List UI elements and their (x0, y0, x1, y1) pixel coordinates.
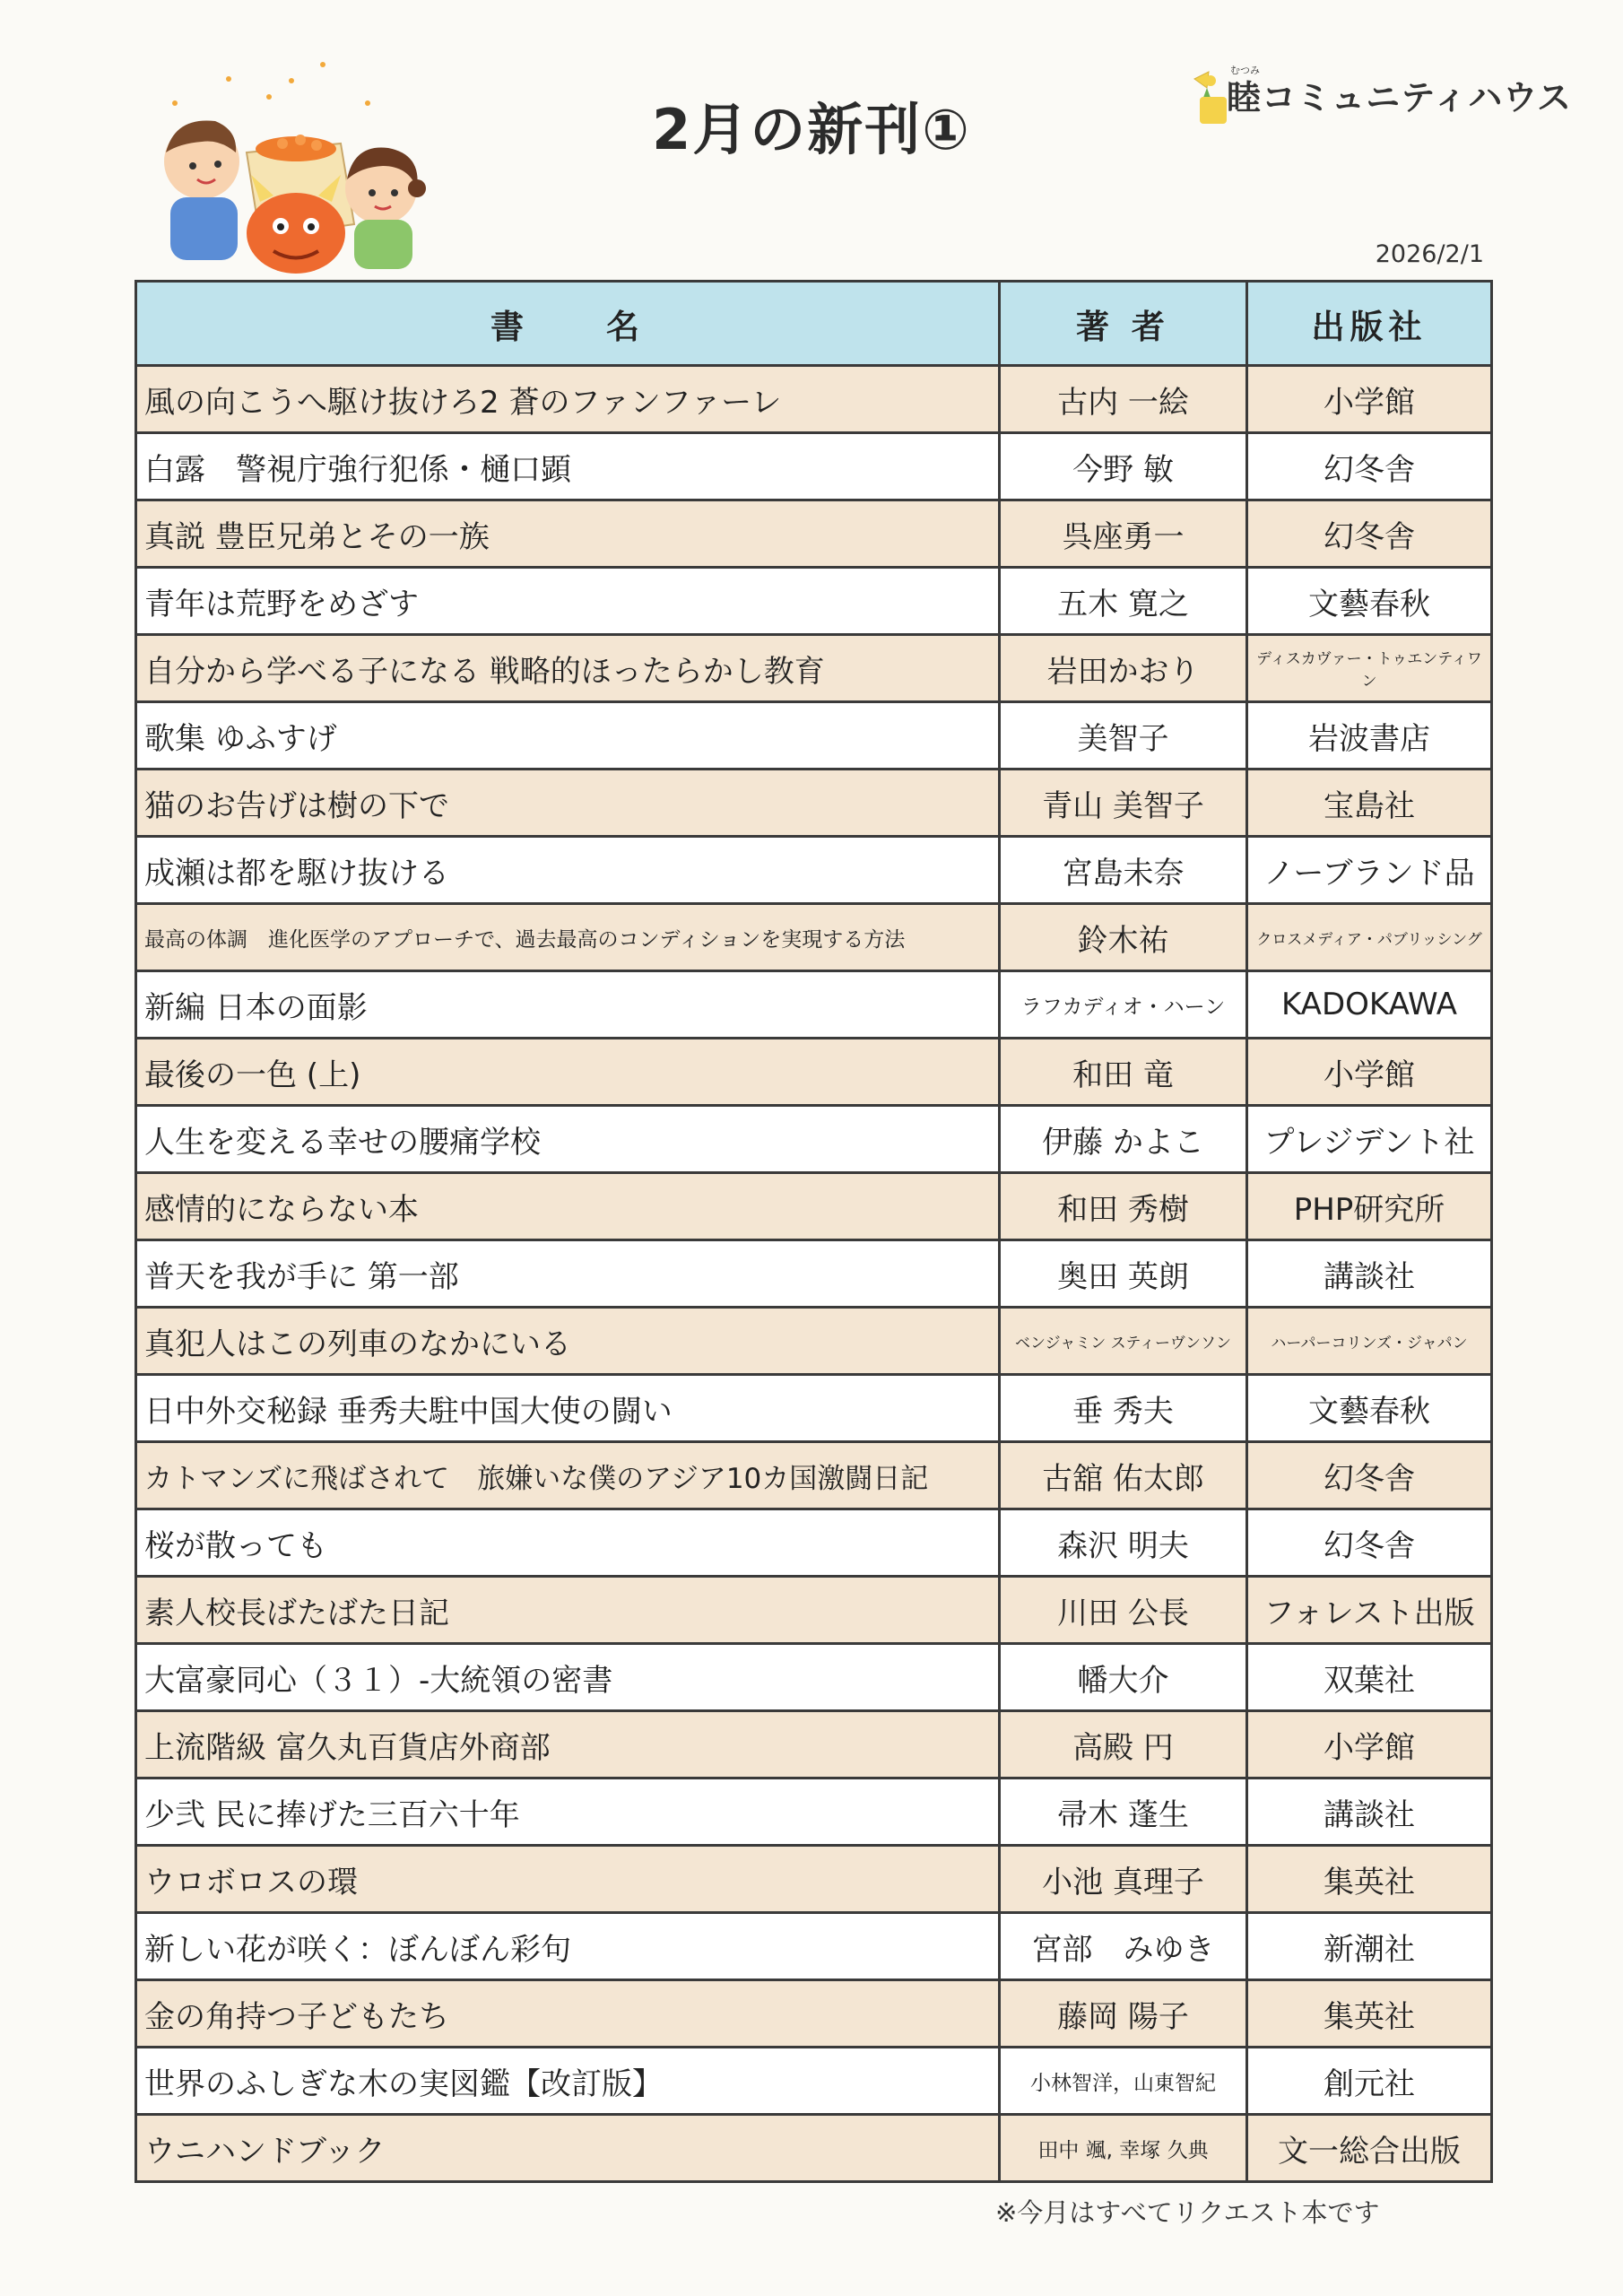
table-row (136, 1913, 1492, 1980)
book-title: 少弐 民に捧げた三百六十年 (136, 1779, 1000, 1846)
book-author: 森沢 明夫 (1000, 1509, 1247, 1577)
table-row (136, 568, 1492, 635)
book-title: 世界のふしぎな木の実図鑑【改訂版】 (136, 2048, 1000, 2115)
book-title: 猫のお告げは樹の下で (136, 770, 1000, 837)
book-publisher: 文一総合出版 (1247, 2115, 1492, 2182)
table-row (136, 1106, 1492, 1173)
book-author: 岩田かおり (1000, 635, 1247, 702)
book-publisher: 創元社 (1247, 2048, 1492, 2115)
table-row (136, 433, 1492, 500)
book-title: ウニハンドブック (136, 2115, 1000, 2182)
table-row (136, 1375, 1492, 1442)
column-header-author: 著 者 (1000, 282, 1247, 366)
book-publisher: KADOKAWA (1247, 971, 1492, 1039)
book-title: 大富豪同心（３１）-大統領の密書 (136, 1644, 1000, 1711)
book-author: 小池 真理子 (1000, 1846, 1247, 1913)
logo-ruby: むつみ (1230, 65, 1260, 76)
book-publisher: ディスカヴァー・トゥエンティワン (1247, 635, 1492, 702)
book-title: カトマンズに飛ばされて 旅嫌いな僕のアジア10カ国激闘日記 (136, 1442, 1000, 1509)
book-title: 上流階級 富久丸百貨店外商部 (136, 1711, 1000, 1779)
book-author: 川田 公長 (1000, 1577, 1247, 1644)
book-title: 感情的にならない本 (136, 1173, 1000, 1240)
table-header-row (136, 282, 1492, 366)
table-row (136, 2048, 1492, 2115)
book-title: 新編 日本の面影 (136, 971, 1000, 1039)
book-author: 藤岡 陽子 (1000, 1980, 1247, 2048)
table-row (136, 366, 1492, 433)
book-title: 歌集 ゆふすげ (136, 702, 1000, 770)
date-label: 2026/2/1 (1375, 240, 1484, 268)
table-row (136, 1846, 1492, 1913)
table-row (136, 2115, 1492, 2182)
book-publisher: 講談社 (1247, 1240, 1492, 1308)
logo-text: 睦コミュニティハウス (1227, 78, 1573, 117)
table-row (136, 635, 1492, 702)
book-publisher: ノーブランド品 (1247, 837, 1492, 904)
book-title: 普天を我が手に 第一部 (136, 1240, 1000, 1308)
book-title: 新しい花が咲く：ぼんぼん彩句 (136, 1913, 1000, 1980)
book-author: 古内 一絵 (1000, 366, 1247, 433)
book-publisher: ハーパーコリンズ・ジャパン (1247, 1308, 1492, 1375)
book-title: 成瀬は都を駆け抜ける (136, 837, 1000, 904)
book-title: 金の角持つ子どもたち (136, 1980, 1000, 2048)
book-title: 真犯人はこの列車のなかにいる (136, 1308, 1000, 1375)
book-title: 風の向こうへ駆け抜けろ2 蒼のファンファーレ (136, 366, 1000, 433)
book-publisher: 文藝春秋 (1247, 568, 1492, 635)
table-row (136, 1711, 1492, 1779)
column-header-publisher: 出版社 (1247, 282, 1492, 366)
book-author: 和田 竜 (1000, 1039, 1247, 1106)
table-row (136, 1644, 1492, 1711)
book-publisher: 小学館 (1247, 1039, 1492, 1106)
book-author: 幡大介 (1000, 1644, 1247, 1711)
book-author: 垂 秀夫 (1000, 1375, 1247, 1442)
table-row (136, 837, 1492, 904)
table-row (136, 702, 1492, 770)
book-title: 青年は荒野をめざす (136, 568, 1000, 635)
book-title: 真説 豊臣兄弟とその一族 (136, 500, 1000, 568)
book-title: 日中外交秘録 垂秀夫駐中国大使の闘い (136, 1375, 1000, 1442)
table-row (136, 770, 1492, 837)
table-row (136, 904, 1492, 971)
book-publisher: 宝島社 (1247, 770, 1492, 837)
book-publisher: PHP研究所 (1247, 1173, 1492, 1240)
book-publisher: フォレスト出版 (1247, 1577, 1492, 1644)
book-title: 素人校長ばたばた日記 (136, 1577, 1000, 1644)
book-publisher: プレジデント社 (1247, 1106, 1492, 1173)
table-row (136, 500, 1492, 568)
page-title: 2月の新刊① (652, 97, 971, 162)
book-publisher: 幻冬舎 (1247, 433, 1492, 500)
book-author: 宮島未奈 (1000, 837, 1247, 904)
book-author: 呉座勇一 (1000, 500, 1247, 568)
book-title: ウロボロスの環 (136, 1846, 1000, 1913)
book-publisher: クロスメディア・パブリッシング (1247, 904, 1492, 971)
book-publisher: 幻冬舎 (1247, 1442, 1492, 1509)
book-author: 古舘 佑太郎 (1000, 1442, 1247, 1509)
book-title: 最後の一色 (上) (136, 1039, 1000, 1106)
book-publisher: 双葉社 (1247, 1644, 1492, 1711)
book-author: 帚木 蓬生 (1000, 1779, 1247, 1846)
book-author: 伊藤 かよこ (1000, 1106, 1247, 1173)
table-row (136, 1308, 1492, 1375)
book-author: 鈴木祐 (1000, 904, 1247, 971)
book-publisher: 幻冬舎 (1247, 500, 1492, 568)
book-publisher: 文藝春秋 (1247, 1375, 1492, 1442)
book-publisher: 岩波書店 (1247, 702, 1492, 770)
book-author: 宮部 みゆき (1000, 1913, 1247, 1980)
book-author: 今野 敏 (1000, 433, 1247, 500)
book-publisher: 集英社 (1247, 1846, 1492, 1913)
table-row (136, 1577, 1492, 1644)
table-row (136, 971, 1492, 1039)
book-author: ベンジャミン スティーヴンソン (1000, 1308, 1247, 1375)
table-row (136, 1509, 1492, 1577)
book-publisher: 講談社 (1247, 1779, 1492, 1846)
book-author: 美智子 (1000, 702, 1247, 770)
table-row (136, 1442, 1492, 1509)
table-row (136, 1173, 1492, 1240)
book-author: ラフカディオ・ハーン (1000, 971, 1247, 1039)
book-author: 青山 美智子 (1000, 770, 1247, 837)
table-row (136, 1779, 1492, 1846)
book-author: 五木 寛之 (1000, 568, 1247, 635)
book-author: 奥田 英朗 (1000, 1240, 1247, 1308)
book-author: 高殿 円 (1000, 1711, 1247, 1779)
new-books-table (135, 280, 1493, 2183)
footer-note: ※今月はすべてリクエスト本です (995, 2197, 1380, 2228)
book-author: 和田 秀樹 (1000, 1173, 1247, 1240)
column-header-title: 書 名 (136, 282, 1000, 366)
book-title: 桜が散っても (136, 1509, 1000, 1577)
book-publisher: 新潮社 (1247, 1913, 1492, 1980)
table-row (136, 1240, 1492, 1308)
book-author: 小林智洋，山東智紀 (1000, 2048, 1247, 2115)
book-publisher: 小学館 (1247, 366, 1492, 433)
book-title: 自分から学べる子になる 戦略的ほったらかし教育 (136, 635, 1000, 702)
table-row (136, 1980, 1492, 2048)
book-publisher: 集英社 (1247, 1980, 1492, 2048)
book-title: 人生を変える幸せの腰痛学校 (136, 1106, 1000, 1173)
book-title: 白露 警視庁強行犯係・樋口顕 (136, 433, 1000, 500)
book-publisher: 幻冬舎 (1247, 1509, 1492, 1577)
book-publisher: 小学館 (1247, 1711, 1492, 1779)
table-row (136, 1039, 1492, 1106)
book-author: 田中 颯, 幸塚 久典 (1000, 2115, 1247, 2182)
book-title: 最高の体調 進化医学のアプローチで、過去最高のコンディションを実現する方法 (136, 904, 1000, 971)
